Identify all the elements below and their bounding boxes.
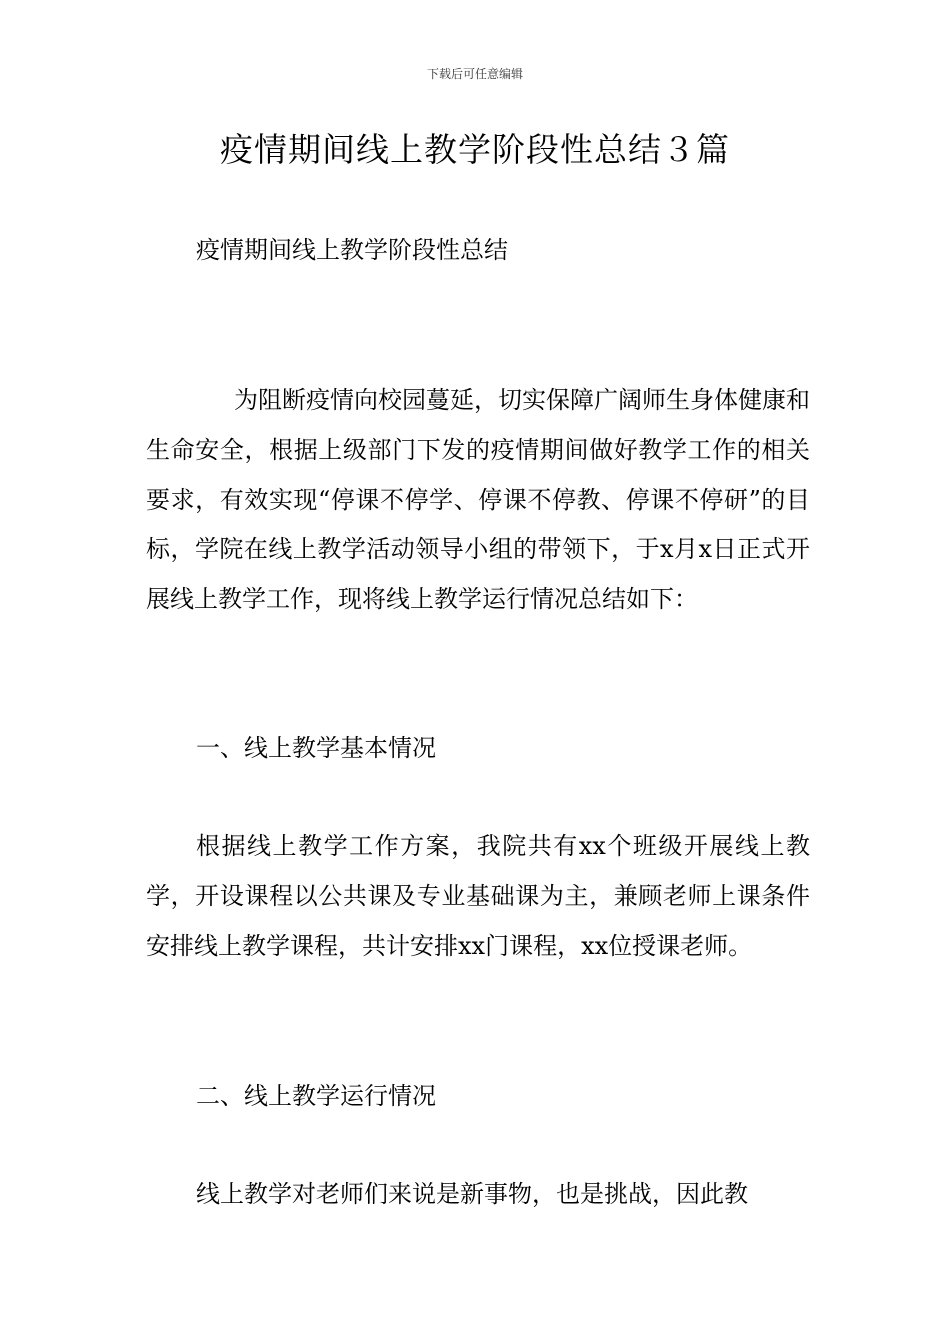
section-heading-operation: 二、线上教学运行情况	[196, 1082, 436, 1110]
paragraph-basic: 根据线上教学工作方案，我院共有xx个班级开展线上教学，开设课程以公共课及专业基础课为主，兼顾老师上课条件安排线上教学课程，共计安排xx门课程，xx位授课老师。	[146, 832, 810, 960]
document-title: 疫情期间线上教学阶段性总结３篇	[220, 130, 730, 169]
paragraph-intro: 为阻断疫情向校园蔓延，切实保障广阔师生身体健康和生命安全，根据上级部门下发的疫情期间做好教学工作的相关要求，有效实现“停课不停学、停课不停教、停课不停研”的目标，学院在线上教学活动领导小组的带领下，于x月x日正式开展线上教学工作，现将线上教学运行情况总结如下：	[146, 386, 810, 614]
document-subtitle: 疫情期间线上教学阶段性总结	[196, 236, 508, 264]
paragraph-operation: 线上教学对老师们来说是新事物，也是挑战，因此教	[196, 1180, 748, 1208]
header-note: 下载后可任意编辑	[426, 67, 523, 81]
section-heading-basic: 一、线上教学基本情况	[196, 734, 436, 762]
